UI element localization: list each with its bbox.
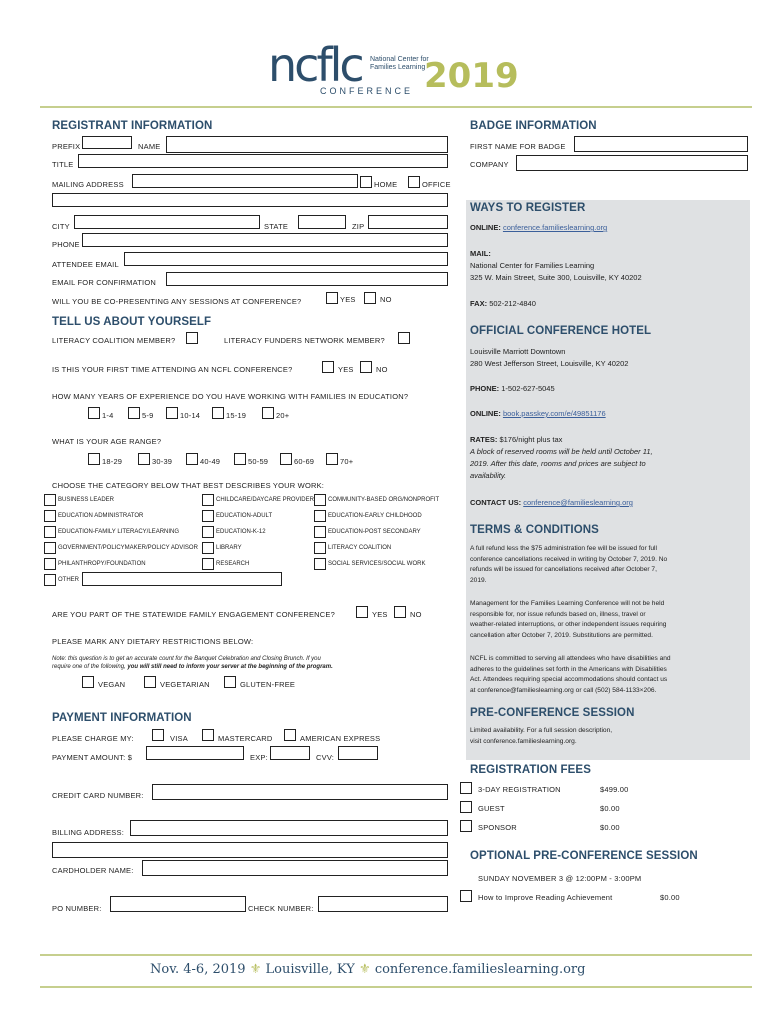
category-checkbox-2-1[interactable] xyxy=(314,510,326,522)
fee-label-0: 3-DAY REGISTRATION xyxy=(478,785,561,794)
terms-line: responsible for, nor issue refunds based on, illness, travel or xyxy=(470,610,646,618)
experience-question: HOW MANY YEARS OF EXPERIENCE DO YOU HAVE WORKING WITH FAMILIES IN EDUCATION? xyxy=(52,392,409,401)
age-option-5-label: 70+ xyxy=(340,457,354,466)
age-option-5-checkbox[interactable] xyxy=(326,453,338,465)
optional-session-price: $0.00 xyxy=(660,893,680,902)
category-checkbox-2-3[interactable] xyxy=(314,542,326,554)
category-label-0-5: OTHER xyxy=(58,577,79,583)
category-checkbox-2-4[interactable] xyxy=(314,558,326,570)
mastercard-label: MASTERCARD xyxy=(218,734,273,743)
exp-label: EXP: xyxy=(250,753,268,762)
terms-line: weather-related interruptions, or other independent issues requiring xyxy=(470,621,667,628)
terms-line: 2019. xyxy=(470,576,487,584)
logo-wordmark: ncflc xyxy=(268,38,362,92)
fee-label-2: SPONSOR xyxy=(478,823,517,832)
fleur-de-lis-icon: ⚜ xyxy=(249,962,262,977)
charge-label: PLEASE CHARGE MY: xyxy=(52,734,134,743)
first-time-no-checkbox[interactable] xyxy=(360,361,372,373)
statewide-no-checkbox[interactable] xyxy=(394,606,406,618)
title-input[interactable] xyxy=(78,154,448,168)
check-input[interactable] xyxy=(318,896,448,912)
exp-input[interactable] xyxy=(270,746,310,760)
age-option-3-label: 50-59 xyxy=(248,457,269,466)
mailing-address-input[interactable] xyxy=(132,174,358,188)
dietary-option-1-checkbox[interactable] xyxy=(144,676,156,688)
dietary-option-2-checkbox[interactable] xyxy=(224,676,236,688)
hotel-booking-link[interactable]: book.passkey.com/e/49851176 xyxy=(502,409,606,418)
home-label: HOME xyxy=(374,180,398,189)
phone-label: PHONE xyxy=(52,240,80,249)
category-checkbox-1-4[interactable] xyxy=(202,558,214,570)
hotel-online: ONLINE: book.passkey.com/e/49851176 xyxy=(470,409,606,418)
fee-price-2: $0.00 xyxy=(600,823,620,832)
billing-line2-input[interactable] xyxy=(52,842,448,858)
state-input[interactable] xyxy=(298,215,346,229)
online-link[interactable]: conference.familieslearning.org xyxy=(502,223,608,232)
category-label-2-0: COMMUNITY-BASED ORG/NONPROFIT xyxy=(328,497,440,503)
copresenting-yes-label: YES xyxy=(340,295,356,304)
category-checkbox-0-5[interactable] xyxy=(44,574,56,586)
office-checkbox[interactable] xyxy=(408,176,420,188)
title-label: TITLE xyxy=(52,160,74,169)
footer-line: Nov. 4-6, 2019 ⚜ Louisville, KY ⚜ conference.familieslearning.org xyxy=(150,962,586,977)
terms-line: refunds will be issued for cancellations received after October 7, xyxy=(470,566,657,573)
dietary-option-0-label: VEGAN xyxy=(98,680,126,689)
badge-first-name-input[interactable] xyxy=(574,136,748,152)
footer-divider-bottom xyxy=(40,986,752,988)
first-time-no-label: NO xyxy=(376,365,388,374)
category-label-1-4: RESEARCH xyxy=(216,561,250,567)
home-checkbox[interactable] xyxy=(360,176,372,188)
cc-number-input[interactable] xyxy=(152,784,448,800)
terms-line: NCFL is committed to serving all attendees who have disabilities and xyxy=(470,655,671,662)
category-checkbox-0-3[interactable] xyxy=(44,542,56,554)
fee-label-1: GUEST xyxy=(478,804,505,813)
age-option-0-label: 18-29 xyxy=(102,457,123,466)
company-label: COMPANY xyxy=(470,160,509,169)
amex-label: AMERICAN EXPRESS xyxy=(300,734,381,743)
age-option-1-checkbox[interactable] xyxy=(138,453,150,465)
preconf-description: Limited availability. For a full session description, visit conference.familieslearning.org. xyxy=(470,727,613,745)
name-input[interactable] xyxy=(166,136,448,153)
category-checkbox-0-4[interactable] xyxy=(44,558,56,570)
prefix-input[interactable] xyxy=(82,136,132,149)
category-checkbox-0-1[interactable] xyxy=(44,510,56,522)
age-option-4-label: 60-69 xyxy=(294,457,315,466)
category-label-2-4: SOCIAL SERVICES/SOCIAL WORK xyxy=(328,561,426,567)
first-time-question: IS THIS YOUR FIRST TIME ATTENDING AN NCFL CONFERENCE? xyxy=(52,365,293,374)
copresenting-yes-checkbox[interactable] xyxy=(326,292,338,304)
experience-option-0-checkbox[interactable] xyxy=(88,407,100,419)
literacy-coalition-label: LITERACY COALITION MEMBER? xyxy=(52,336,176,345)
category-label-1-1: EDUCATION-ADULT xyxy=(216,513,273,519)
cvv-label: CVV: xyxy=(316,753,335,762)
payment-amount-label: PAYMENT AMOUNT: $ xyxy=(52,753,133,762)
email-confirmation-input[interactable] xyxy=(166,272,448,286)
office-label: OFFICE xyxy=(422,180,451,189)
attendee-email-input[interactable] xyxy=(124,252,448,266)
hotel-heading: OFFICIAL CONFERENCE HOTEL xyxy=(470,325,652,337)
company-input[interactable] xyxy=(516,155,748,171)
optional-session-label: How to Improve Reading Achievement xyxy=(478,893,613,902)
category-label-1-2: EDUCATION-K-12 xyxy=(216,529,266,535)
fee-checkbox-0[interactable] xyxy=(460,782,472,794)
dietary-note-line2: require one of the following, you will still need to inform your server at the beginning of the program. xyxy=(52,664,333,670)
statewide-question: ARE YOU PART OF THE STATEWIDE FAMILY ENGAGEMENT CONFERENCE? xyxy=(52,610,335,619)
terms-heading: TERMS & CONDITIONS xyxy=(470,524,599,536)
mailing-address-label: MAILING ADDRESS xyxy=(52,180,124,189)
email-confirmation-label: EMAIL FOR CONFIRMATION xyxy=(52,278,156,287)
terms-paragraph-3 xyxy=(470,654,671,696)
hotel-address: Louisville Marriott Downtown 280 West Jefferson Street, Louisville, KY 40202 xyxy=(470,347,629,368)
age-option-0-checkbox[interactable] xyxy=(88,453,100,465)
ways-mail: MAIL: National Center for Families Learning 325 W. Main Street, Suite 300, Louisville, KY 40202 xyxy=(470,249,642,282)
experience-option-3-checkbox[interactable] xyxy=(212,407,224,419)
badge-first-name-label: FIRST NAME FOR BADGE xyxy=(470,142,566,151)
dietary-option-2-label: GLUTEN-FREE xyxy=(240,680,296,689)
hotel-rates: RATES: $176/night plus tax A block of reserved rooms will be held until October 11, 2019. After this date, rooms and prices are subject to availability. xyxy=(470,435,653,480)
prefix-label: PREFIX xyxy=(52,142,81,151)
category-checkbox-0-2[interactable] xyxy=(44,526,56,538)
statewide-yes-checkbox[interactable] xyxy=(356,606,368,618)
experience-option-0-label: 1-4 xyxy=(102,411,114,420)
experience-option-1-label: 5-9 xyxy=(142,411,154,420)
age-question: WHAT IS YOUR AGE RANGE? xyxy=(52,437,162,446)
name-label: NAME xyxy=(138,142,161,151)
age-option-4-checkbox[interactable] xyxy=(280,453,292,465)
contact-us: CONTACT US: conference@familieslearning.org xyxy=(470,498,633,507)
logo xyxy=(268,38,362,92)
badge-heading: BADGE INFORMATION xyxy=(470,120,597,132)
fees-heading: REGISTRATION FEES xyxy=(470,764,591,776)
cc-number-label: CREDIT CARD NUMBER: xyxy=(52,791,144,800)
fee-checkbox-1[interactable] xyxy=(460,801,472,813)
zip-label: ZIP xyxy=(352,222,365,231)
category-label-0-3: GOVERNMENT/POLICYMAKER/POLICY ADVISOR xyxy=(58,545,198,551)
copresenting-no-label: NO xyxy=(380,295,392,304)
first-time-yes-label: YES xyxy=(338,365,354,374)
logo-org-name: National Center for Families Learning xyxy=(370,56,429,71)
state-label: STATE xyxy=(264,222,289,231)
phone-input[interactable] xyxy=(82,233,448,247)
statewide-no-label: NO xyxy=(410,610,422,619)
terms-line: Management for the Families Learning Conference will not be held xyxy=(470,600,665,607)
cvv-input[interactable] xyxy=(338,746,378,760)
category-label-1-3: LIBRARY xyxy=(216,545,242,551)
terms-line: A full refund less the $75 administration fee will be issued for full xyxy=(470,545,657,552)
registrant-heading: REGISTRANT INFORMATION xyxy=(52,120,213,132)
optional-heading: OPTIONAL PRE-CONFERENCE SESSION xyxy=(470,850,698,862)
ways-heading: WAYS TO REGISTER xyxy=(470,202,586,214)
terms-line: conference cancellations received in writing by October 7, 2019. No xyxy=(470,555,668,563)
attendee-email-label: ATTENDEE EMAIL xyxy=(52,260,119,269)
experience-option-4-checkbox[interactable] xyxy=(262,407,274,419)
city-label: CITY xyxy=(52,222,70,231)
visa-checkbox[interactable] xyxy=(152,729,164,741)
literacy-funders-checkbox[interactable] xyxy=(398,332,410,344)
other-category-input[interactable] xyxy=(82,572,282,586)
terms-paragraph-1 xyxy=(470,544,667,586)
age-option-3-checkbox[interactable] xyxy=(234,453,246,465)
zip-input[interactable] xyxy=(368,215,448,229)
statewide-yes-label: YES xyxy=(372,610,388,619)
copresenting-question: WILL YOU BE CO-PRESENTING ANY SESSIONS AT CONFERENCE? xyxy=(52,297,302,306)
category-label-2-2: EDUCATION-POST SECONDARY xyxy=(328,529,421,535)
header-divider xyxy=(40,106,752,108)
cardholder-label: CARDHOLDER NAME: xyxy=(52,866,134,875)
terms-line: adheres to the guidelines set forth in the Americans with Disabilities xyxy=(470,665,667,673)
age-option-2-label: 40-49 xyxy=(200,457,221,466)
literacy-funders-label: LITERACY FUNDERS NETWORK MEMBER? xyxy=(224,336,385,345)
terms-line: Act. Attendees requiring special accommodations should contact us xyxy=(470,676,668,683)
dietary-option-0-checkbox[interactable] xyxy=(82,676,94,688)
city-input[interactable] xyxy=(74,215,260,229)
category-label-0-4: PHILANTHROPY/FOUNDATION xyxy=(58,561,146,567)
terms-line: at conference@familieslearning.org or call (502) 584-1133×206. xyxy=(470,686,657,694)
experience-option-3-label: 15-19 xyxy=(226,411,247,420)
first-time-yes-checkbox[interactable] xyxy=(322,361,334,373)
category-checkbox-1-1[interactable] xyxy=(202,510,214,522)
about-heading: TELL US ABOUT YOURSELF xyxy=(52,316,212,328)
dietary-note-line1: Note: this question is to get an accurate count for the Banquet Celebration and Closing Brunch. If you xyxy=(52,656,321,662)
hotel-phone: PHONE: 1-502-627-5045 xyxy=(470,384,555,393)
terms-line: cancellation after October 7, 2019. Substitutions are permitted. xyxy=(470,631,653,639)
category-label-0-0: BUSINESS LEADER xyxy=(58,497,115,503)
preconf-heading: PRE-CONFERENCE SESSION xyxy=(470,707,635,719)
footer-divider-top xyxy=(40,954,752,956)
optional-date: SUNDAY NOVEMBER 3 @ 12:00PM - 3:00PM xyxy=(478,874,642,883)
fleur-de-lis-icon: ⚜ xyxy=(359,962,371,977)
mailing-address-line2-input[interactable] xyxy=(52,193,448,207)
category-label-1-0: CHILDCARE/DAYCARE PROVIDER xyxy=(216,497,314,503)
category-checkbox-1-3[interactable] xyxy=(202,542,214,554)
category-question: CHOOSE THE CATEGORY BELOW THAT BEST DESCRIBES YOUR WORK: xyxy=(52,481,325,490)
terms-paragraph-2 xyxy=(470,599,666,641)
payment-heading: PAYMENT INFORMATION xyxy=(52,712,192,724)
dietary-option-1-label: VEGETARIAN xyxy=(160,680,210,689)
contact-email-link[interactable]: conference@familieslearning.org xyxy=(523,498,633,507)
experience-option-2-checkbox[interactable] xyxy=(166,407,178,419)
experience-option-1-checkbox[interactable] xyxy=(128,407,140,419)
fee-price-1: $0.00 xyxy=(600,804,620,813)
category-checkbox-0-0[interactable] xyxy=(44,494,56,506)
optional-session-checkbox[interactable] xyxy=(460,890,472,902)
category-label-2-3: LITERACY COALITION xyxy=(328,545,392,551)
age-option-1-label: 30-39 xyxy=(152,457,173,466)
category-label-0-2: EDUCATION-FAMILY LITERACY/LEARNING xyxy=(58,529,180,535)
check-label: CHECK NUMBER: xyxy=(248,904,314,913)
amex-checkbox[interactable] xyxy=(284,729,296,741)
cardholder-input[interactable] xyxy=(142,860,448,876)
dietary-question: PLEASE MARK ANY DIETARY RESTRICTIONS BELOW: xyxy=(52,637,254,646)
mastercard-checkbox[interactable] xyxy=(202,729,214,741)
po-input[interactable] xyxy=(110,896,246,912)
experience-option-2-label: 10-14 xyxy=(180,411,201,420)
logo-year: 2019 xyxy=(424,56,519,96)
category-checkbox-1-2[interactable] xyxy=(202,526,214,538)
billing-input[interactable] xyxy=(130,820,448,836)
po-label: PO NUMBER: xyxy=(52,904,102,913)
category-label-2-1: EDUCATION-EARLY CHILDHOOD xyxy=(328,513,422,519)
fee-checkbox-2[interactable] xyxy=(460,820,472,832)
category-checkbox-2-2[interactable] xyxy=(314,526,326,538)
visa-label: VISA xyxy=(170,734,188,743)
copresenting-no-checkbox[interactable] xyxy=(364,292,376,304)
fee-price-0: $499.00 xyxy=(600,785,629,794)
ways-fax: FAX: 502-212-4840 xyxy=(470,299,536,308)
literacy-coalition-checkbox[interactable] xyxy=(186,332,198,344)
category-label-0-1: EDUCATION ADMINISTRATOR xyxy=(58,513,144,519)
ways-online: ONLINE: conference.familieslearning.org xyxy=(470,223,608,232)
category-checkbox-1-0[interactable] xyxy=(202,494,214,506)
payment-amount-input[interactable] xyxy=(146,746,244,760)
age-option-2-checkbox[interactable] xyxy=(186,453,198,465)
experience-option-4-label: 20+ xyxy=(276,411,290,420)
category-checkbox-2-0[interactable] xyxy=(314,494,326,506)
billing-label: BILLING ADDRESS: xyxy=(52,828,124,837)
logo-conference: CONFERENCE xyxy=(320,86,414,96)
